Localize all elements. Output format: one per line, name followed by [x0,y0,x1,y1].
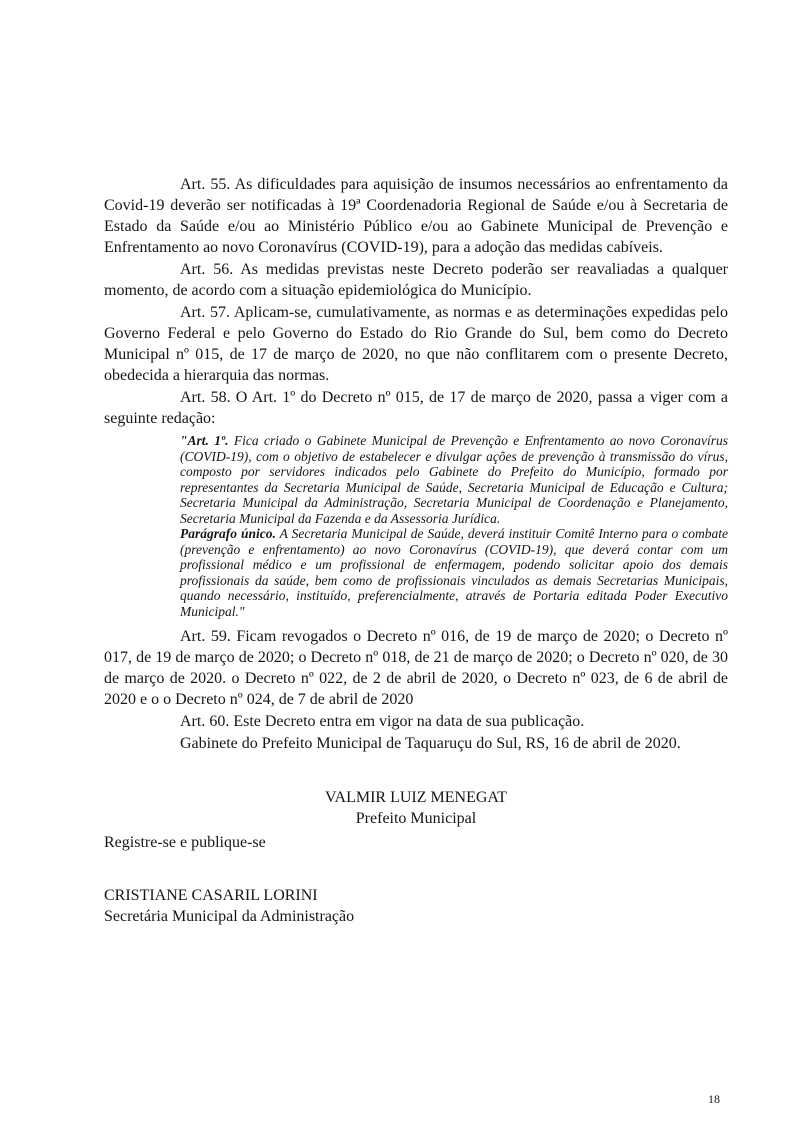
paragraph-art-56: Art. 56. As medidas previstas neste Decreto poderão ser reavaliadas a qualquer momento, de acordo com a situação epidemiológica do Município. [104,261,728,299]
signature-block-secretary [104,885,728,927]
paragraph-gabinete: Gabinete do Prefeito Municipal de Taquaruçu do Sul, RS, 16 de abril de 2020. [180,735,681,752]
signature-secretary-name: CRISTIANE CASARIL LORINI [104,887,318,904]
signature-mayor-name: VALMIR LUIZ MENEGAT [325,789,507,806]
signature-block-mayor [104,787,728,829]
page-number: 18 [708,1092,720,1106]
paragraph-art-58: Art. 58. O Art. 1º do Decreto nº 015, de 17 de março de 2020, passa a viger com a seguinte redação: [104,389,728,427]
quote-paragrafo-unico [180,526,728,619]
quote-art-1-text: Fica criado o Gabinete Municipal de Prevenção e Enfrentamento ao novo Coronavírus (COVID-19), com o objetivo de estabelecer e divulgar ações de prevenção à transmissão do vírus, composto por servidores indicados pelo Gabinete do Prefeito do Município, formado por representantes da Secretaria Municipal de Saúde, Secretaria Municipal de Educação e Cultura; Secretaria Municipal da Administração, Secretaria Municipal de Coordenação e Planejamento, Secretaria Municipal da Fazenda e da Assessoria Jurídica. [180,433,728,526]
paragraph-art-55: Art. 55. As dificuldades para aquisição de insumos necessários ao enfrentamento da Covid-19 deverão ser notificadas à 19ª Coordenadoria Regional de Saúde e/ou à Secretaria de Estado da Saúde e/ou ao Ministério Público e/ou ao Gabinete Municipal de Prevenção e Enfrentamento ao novo Coronavírus (COVID-19), para a adoção das medidas cabíveis. [104,176,728,256]
register-publish-line: Registre-se e publique-se [104,834,266,851]
quote-art-1 [180,433,728,526]
quote-paragrafo-unico-text: A Secretaria Municipal de Saúde, deverá instituir Comitê Interno para o combate (prevenção e enfrentamento) ao novo Coronavírus (COVID-19), que deverá contar com um profissional médico e um profissional de enfermagem, podendo solicitar apoio dos demais profissionais da saúde, bem como de profissionais vinculados as demais Secretarias Municipais, quando necessário, instituído, preferencialmente, através de Portaria editada Poder Executivo Municipal." [180,526,728,619]
signature-secretary-title: Secretária Municipal da Administração [104,908,355,925]
signature-mayor-title: Prefeito Municipal [355,810,477,827]
quote-art-1-label: "Art. 1º. [180,433,229,448]
quote-paragrafo-unico-label: Parágrafo único. [180,526,276,541]
paragraph-art-60: Art. 60. Este Decreto entra em vigor na data de sua publicação. [180,713,585,730]
paragraph-art-57: Art. 57. Aplicam-se, cumulativamente, as normas e as determinações expedidas pelo Governo Federal e pelo Governo do Estado do Rio Grande do Sul, bem como do Decreto Municipal nº 015, de 17 de março de 2020, no que não conflitarem com o presente Decreto, obedecida a hierarquia das normas. [104,304,728,384]
paragraph-art-59: Art. 59. Ficam revogados o Decreto nº 016, de 19 de março de 2020; o Decreto nº 017, de 19 de março de 2020; o Decreto nº 018, de 21 de março de 2020; o Decreto nº 020, de 30 de março de 2020. o Decreto nº 022, de 2 de abril de 2020, o Decreto nº 023, de 6 de abril de 2020 e o o Decreto nº 024, de 7 de abril de 2020 [104,628,728,708]
document-body [104,174,728,927]
blockquote-decreto-art-1 [180,433,728,619]
